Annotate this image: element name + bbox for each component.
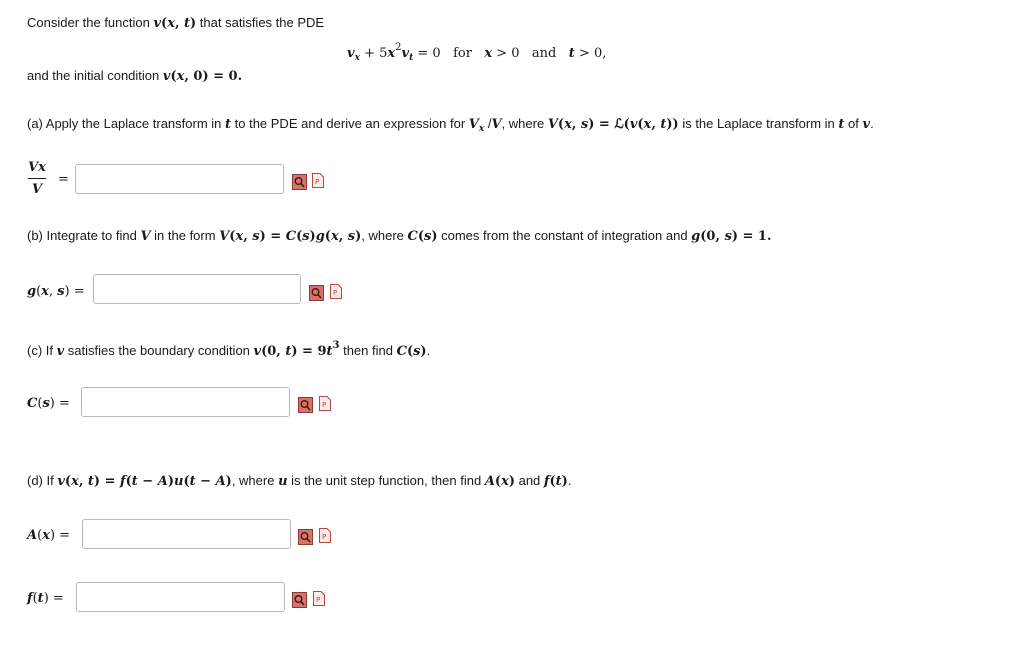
part-a-fraction-bar <box>28 178 46 179</box>
preview-magnifier-icon[interactable] <box>292 592 307 608</box>
svg-text:P: P <box>316 596 321 604</box>
preview-magnifier-icon[interactable] <box>292 174 307 190</box>
svg-text:P: P <box>333 289 338 297</box>
part-d-answer-a-input[interactable] <box>82 519 291 549</box>
pde-equation: $v_x + 5x^2v_t = 0$ for x > 0 and t > 0, <box>347 42 607 63</box>
part-d-answer-f-input[interactable] <box>76 582 285 612</box>
help-document-icon[interactable] <box>319 528 331 543</box>
svg-text:P: P <box>322 533 327 541</box>
part-b-answer-input[interactable] <box>93 274 301 304</box>
part-a-equals: = <box>58 172 69 187</box>
help-document-icon[interactable] <box>330 284 342 299</box>
part-d-label-a: A(x) = <box>27 528 71 543</box>
part-c-answer-input[interactable] <box>81 387 290 417</box>
intro-line1: Consider the function v(x, t) that satisfies the PDE <box>27 15 325 31</box>
part-c-prompt: (c) If v satisfies the boundary condition v(0, $t) = 9t^3$ then find C(s). <box>27 340 431 359</box>
part-a-label-numerator: Vx <box>28 160 46 175</box>
part-a-prompt: (a) Apply the Laplace transform in t to the PDE and derive an expression for $V_x$ /V, where V(x, s) = ℒ(v(x, t)) is the Laplace transform in t of v. <box>27 116 874 134</box>
part-b-label: g(x, s) = <box>27 284 85 299</box>
svg-text:P: P <box>322 401 327 409</box>
svg-text:P: P <box>315 178 320 186</box>
preview-magnifier-icon[interactable] <box>298 529 313 545</box>
help-document-icon[interactable] <box>313 591 325 606</box>
help-document-icon[interactable] <box>312 173 324 188</box>
preview-magnifier-icon[interactable] <box>298 397 313 413</box>
part-a-answer-input[interactable] <box>75 164 284 194</box>
part-d-label-f: f(t) = <box>27 591 64 606</box>
part-c-label: C(s) = <box>27 396 70 411</box>
part-b-prompt: (b) Integrate to find V in the form V(x, s) = C(s)g(x, s), where C(s) comes from the constant of integration and g(0, s) = 1. <box>27 228 772 244</box>
preview-magnifier-icon[interactable] <box>309 285 324 301</box>
part-a-label-denominator: V <box>31 182 43 197</box>
part-d-prompt: (d) If v(x, t) = f(t − A)u(t − A), where u is the unit step function, then find A(x) and f(t). <box>27 473 572 489</box>
intro-line2: and the initial condition v(x, 0) = 0. <box>27 68 243 84</box>
help-document-icon[interactable] <box>319 396 331 411</box>
